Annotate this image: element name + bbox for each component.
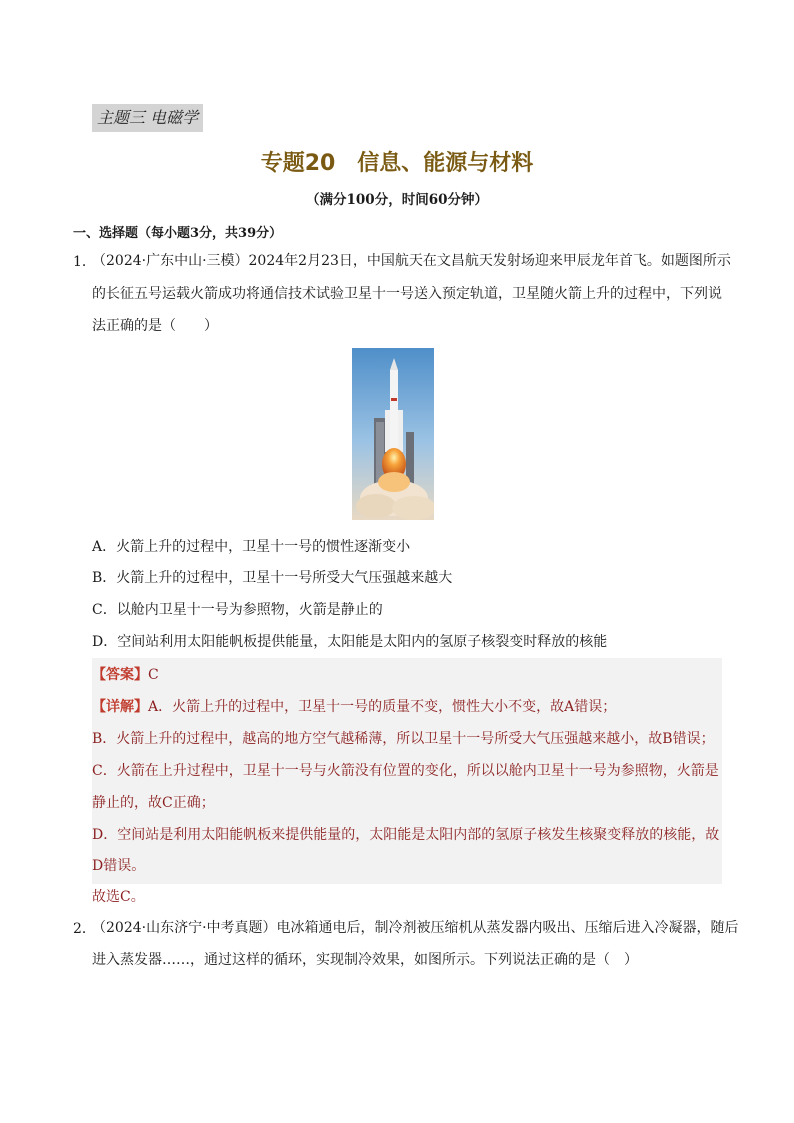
- detail-text: A．火箭上升的过程中，卫星十一号的质量不变，惯性大小不变，故A错误；: [148, 699, 617, 715]
- question-1-line: 法正确的是（ ）: [92, 318, 218, 334]
- answer-line: [92, 664, 159, 684]
- answer-label: 【答案】: [92, 667, 148, 683]
- detail-line: [92, 696, 616, 716]
- detail-line: D．空间站是利用太阳能帆板来提供能量的，太阳能是太阳内部的氢原子核发生核聚变释放的核能，故: [92, 827, 720, 843]
- page-title: 专题20 信息、能源与材料: [260, 151, 534, 176]
- option-a: A．火箭上升的过程中，卫星十一号的惯性逐渐变小: [92, 539, 411, 555]
- page-subtitle: （满分100分，时间60分钟）: [306, 192, 488, 208]
- question-2-line: 进入蒸发器……，通过这样的循环，实现制冷效果，如图所示。下列说法正确的是（ ）: [92, 952, 638, 968]
- option-b: B．火箭上升的过程中，卫星十一号所受大气压强越来越大: [92, 570, 453, 586]
- question-1-line: （2024·广东中山·三模）2024年2月23日，中国航天在文昌航天发射场迎来甲辰龙年首飞。如题图所示: [92, 253, 731, 269]
- detail-line: D错误。: [92, 858, 146, 874]
- section-heading: 一、选择题（每小题3分，共39分）: [73, 226, 283, 241]
- topic-tag: 主题三 电磁学: [92, 104, 203, 132]
- rocket-launch-image: [352, 348, 434, 520]
- option-d: D．空间站利用太阳能帆板提供能量，太阳能是太阳内的氢原子核裂变时释放的核能: [92, 634, 608, 650]
- detail-line: 故选C。: [92, 889, 145, 905]
- question-1-line: 的长征五号运载火箭成功将通信技术试验卫星十一号送入预定轨道，卫星随火箭上升的过程中，下列说: [92, 286, 722, 302]
- detail-line: C．火箭在上升过程中，卫星十一号与火箭没有位置的变化，所以以舱内卫星十一号为参照物，火箭是: [92, 763, 719, 779]
- option-c: C．以舱内卫星十一号为参照物，火箭是静止的: [92, 602, 383, 618]
- question-2-line: （2024·山东济宁·中考真题）电冰箱通电后，制冷剂被压缩机从蒸发器内吸出、压缩后进入冷凝器，随后: [92, 920, 739, 936]
- detail-label: 【详解】: [92, 699, 148, 715]
- question-2-number: 2．: [73, 921, 96, 937]
- detail-line: 静止的，故C正确；: [92, 795, 215, 811]
- detail-line: B．火箭上升的过程中，越高的地方空气越稀薄，所以卫星十一号所受大气压强越来越小，故B错误；: [92, 731, 715, 747]
- question-1-number: 1．: [73, 254, 96, 270]
- answer-value: C: [148, 667, 159, 683]
